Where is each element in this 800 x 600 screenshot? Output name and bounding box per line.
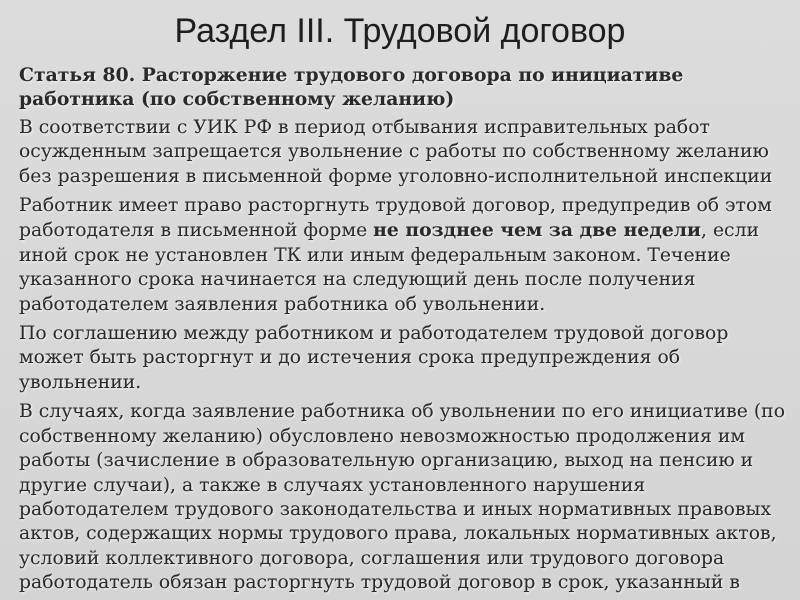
paragraph-notice-period-end: , если иной срок не установлен ТК или иным федеральным законом. Течение указанного срока начинается на следующий день после получения работодателем заявления работника об увольнении. xyxy=(19,220,760,315)
article-heading: Статья 80. Расторжение трудового договора по инициативе работника (по собственному желанию) xyxy=(19,64,684,111)
paragraph-notice-period-start: Работник имеет право расторгнуть трудовой договор, предупредив об этом работодателя в письменной форме xyxy=(19,195,772,242)
paragraph-special-cases: В случаях, когда заявление работника об увольнении по его инициативе (по собственному желанию) обусловлено невозможностью продолжения им работы (зачисление в образовательную организацию, выход на пенсию и другие случаи), а также в случаях установленного нарушения работодателем трудового законодательства и иных нормативных правовых актов, содержащих нормы трудового права, локальных нормативных актов, условий коллективного договора, соглашения или трудового договора работодатель обязан расторгнуть трудовой договор в срок, указанный в xyxy=(19,401,785,594)
paragraph-mutual-agreement: По соглашению между работником и работодателем трудовой договор может быть расторгнут и до истечения срока предупреждения об увольнении. xyxy=(19,323,729,393)
slide-body xyxy=(19,63,795,600)
notice-deadline-emphasis: не позднее чем за две недели xyxy=(373,219,701,242)
paragraph-notice-period xyxy=(19,194,795,317)
paragraph-uik: В соответствии с УИК РФ в период отбывания исправительных работ осужденным запрещается увольнение с работы по собственному желанию без разрешения в письменной форме уголовно-исполнительной инспекции xyxy=(19,116,773,187)
slide-title: Раздел III. Трудовой договор xyxy=(174,12,626,50)
